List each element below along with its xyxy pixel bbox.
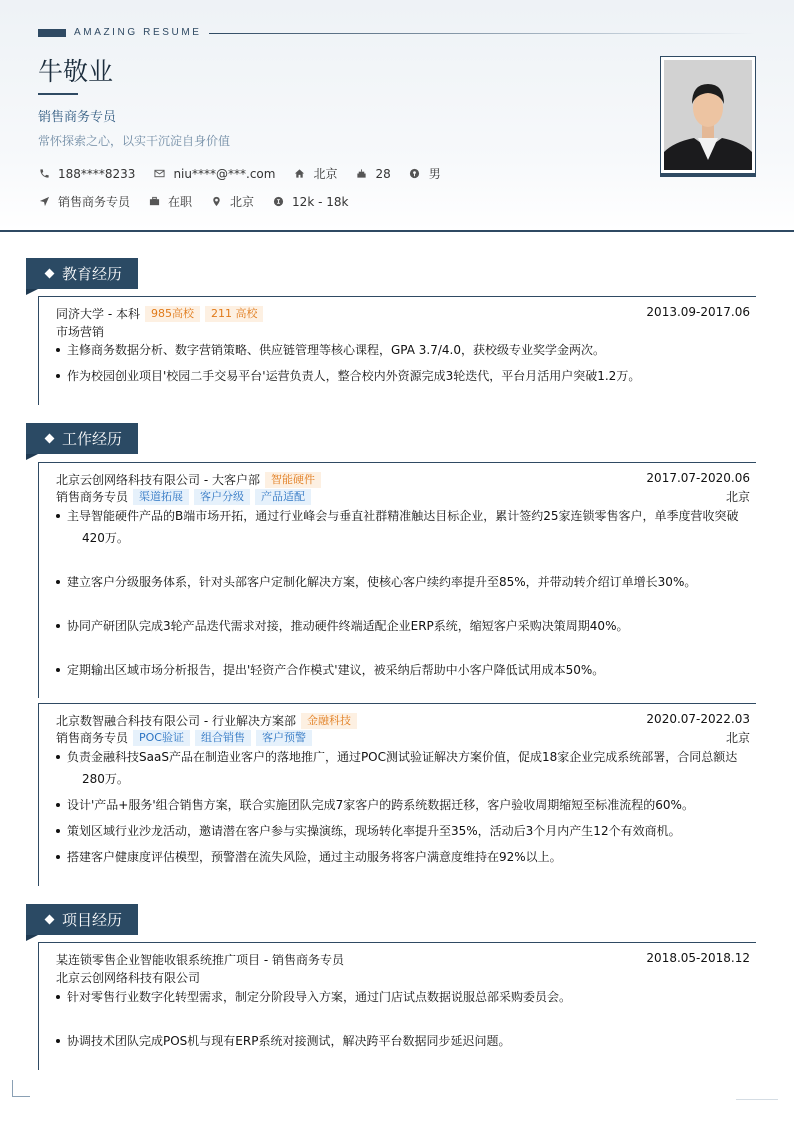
bullet-continuation-text: 280万。: [82, 772, 129, 786]
intent-position-text: 销售商务专员: [58, 195, 131, 209]
profile-photo: [664, 60, 752, 170]
work-location: 北京: [725, 490, 750, 504]
send-icon: [38, 196, 50, 208]
major: 市场营销: [56, 325, 105, 339]
role-name: 销售商务专员: [56, 731, 129, 745]
status-text: 在职: [168, 195, 193, 209]
project-date: 2018.05-2018.12: [646, 951, 750, 965]
phone-text: 188****8233: [58, 166, 136, 181]
section-title-projects: [26, 904, 138, 935]
resume-header: [0, 0, 794, 232]
gender-item: [409, 165, 441, 182]
education-date: 2013.09-2017.06: [646, 305, 750, 319]
education-entry: [38, 296, 756, 405]
work-bullet-continuation: [56, 769, 746, 790]
company-name: 北京云创网络科技有限公司 - 大客户部: [56, 473, 260, 487]
skill-tag: 组合销售: [195, 730, 251, 746]
gender-text: 男: [428, 167, 441, 181]
section-title-education: [26, 258, 138, 289]
home-icon: [293, 168, 305, 180]
gender-icon: [409, 168, 421, 180]
work-bullet: 定期输出区域市场分析报告，提出'轻资产合作模式'建议，被采纳后帮助中小客户降低试用成本50%。: [56, 660, 746, 681]
age-text: 28: [375, 166, 391, 181]
industry-tag: 智能硬件: [265, 472, 321, 488]
email-text: niu****@***.com: [173, 166, 276, 181]
section-title-work: [26, 423, 138, 454]
intent-city-item: [210, 193, 254, 210]
briefcase-icon: [148, 196, 160, 208]
project-bullet: 协调技术团队完成POS机与现有ERP系统对接测试，解决跨平台数据同步延迟问题。: [56, 1031, 746, 1052]
project-bullet: 针对零售行业数字化转型需求，制定分阶段导入方案，通过门店试点数据说服总部采购委员会。: [56, 987, 746, 1008]
work-location: 北京: [725, 731, 750, 745]
footer-decoration-line: [736, 1099, 778, 1100]
company-dept: [56, 471, 321, 488]
motto: 常怀探索之心，以实干沉淀自身价值: [38, 134, 231, 148]
section-title-text: 工作经历: [62, 430, 123, 448]
intent-position-item: [38, 193, 130, 210]
project-name: 某连锁零售企业智能收银系统推广项目 - 销售商务专员: [56, 953, 344, 967]
job-title: 销售商务专员: [38, 110, 117, 125]
salary-text: 12k - 18k: [292, 194, 349, 209]
school-tag: 985高校: [145, 306, 200, 322]
work-bullet-continuation: [56, 528, 746, 549]
status-item: [148, 193, 192, 210]
company-name: 北京数智融合科技有限公司 - 行业解决方案部: [56, 714, 296, 728]
school-degree: [56, 305, 263, 322]
company-dept: [56, 712, 357, 729]
work-bullet: 策划区域行业沙龙活动，邀请潜在客户参与实操演练，现场转化率提升至35%，活动后3个月内产生12个有效商机。: [56, 821, 746, 842]
skill-tag: 客户分级: [194, 489, 250, 505]
work-date: 2020.07-2022.03: [646, 712, 750, 726]
work-bullet: 负责金融科技SaaS产品在制造业客户的落地推广，通过POC测试验证解决方案价值，促成18家企业完成系统部署，合同总额达: [56, 747, 746, 768]
profile-photo-frame: [660, 56, 756, 174]
education-bullet: 作为校园创业项目'校园二手交易平台'运营负责人，整合校内外资源完成3轮迭代，平台月活用户突破1.2万。: [56, 366, 746, 387]
role-row: [56, 729, 312, 746]
tagline: AMAZING RESUME: [74, 27, 202, 38]
diamond-icon: [45, 434, 55, 444]
city-item: [293, 165, 337, 182]
skill-tag: 渠道拓展: [133, 489, 189, 505]
skill-tag: 产品适配: [255, 489, 311, 505]
work-entry: [38, 703, 756, 886]
money-icon: [272, 196, 284, 208]
work-bullet: 设计'产品+服务'组合销售方案，联合实施团队完成7家客户的跨系统数据迁移，客户验收周期缩短至标准流程的60%。: [56, 795, 746, 816]
work-bullet: 协同产研团队完成3轮产品迭代需求对接，推动硬件终端适配企业ERP系统，缩短客户采购决策周期40%。: [56, 616, 746, 637]
age-item: [355, 167, 390, 181]
intent-city-text: 北京: [230, 195, 255, 209]
diamond-icon: [45, 915, 55, 925]
tagline-bar: [38, 29, 66, 37]
contact-info-row: [38, 165, 459, 182]
project-company: 北京云创网络科技有限公司: [56, 971, 201, 985]
name-underline: [38, 93, 78, 95]
work-date: 2017.07-2020.06: [646, 471, 750, 485]
work-bullet: 主导智能硬件产品的B端市场开拓，通过行业峰会与垂直社群精准触达目标企业，累计签约25家连锁零售客户，单季度营收突破: [56, 506, 746, 527]
education-bullet: 主修商务数据分析、数字营销策略、供应链管理等核心课程，GPA 3.7/4.0，获校级专业奖学金两次。: [56, 340, 746, 361]
salary-item: [272, 195, 348, 209]
bullet-continuation-text: 420万。: [82, 531, 129, 545]
role-name: 销售商务专员: [56, 490, 129, 504]
location-pin-icon: [210, 196, 222, 208]
phone-item: [38, 167, 135, 181]
section-title-text: 项目经历: [62, 911, 123, 929]
skill-tag: 客户预警: [256, 730, 312, 746]
cake-icon: [355, 168, 367, 180]
role-row: [56, 488, 311, 505]
work-bullet: 搭建客户健康度评估模型，预警潜在流失风险，通过主动服务将客户满意度维持在92%以上。: [56, 847, 746, 868]
candidate-name: 牛敬业: [38, 57, 114, 86]
phone-icon: [38, 168, 50, 180]
section-title-text: 教育经历: [62, 265, 123, 283]
mail-icon: [153, 168, 165, 180]
email-item: [153, 167, 275, 181]
school-name: 同济大学 - 本科: [56, 307, 140, 321]
work-bullet: 建立客户分级服务体系，针对头部客户定制化解决方案，使核心客户续约率提升至85%，并带动转介绍订单增长30%。: [56, 572, 746, 593]
corner-decoration: [12, 1080, 30, 1097]
work-entry: [38, 462, 756, 698]
industry-tag: 金融科技: [301, 713, 357, 729]
school-tag: 211 高校: [205, 306, 264, 322]
skill-tag: POC验证: [133, 730, 190, 746]
tagline-divider: [209, 33, 754, 34]
job-intent-row: [38, 193, 366, 210]
city-text: 北京: [313, 167, 338, 181]
project-entry: [38, 942, 756, 1070]
diamond-icon: [45, 269, 55, 279]
